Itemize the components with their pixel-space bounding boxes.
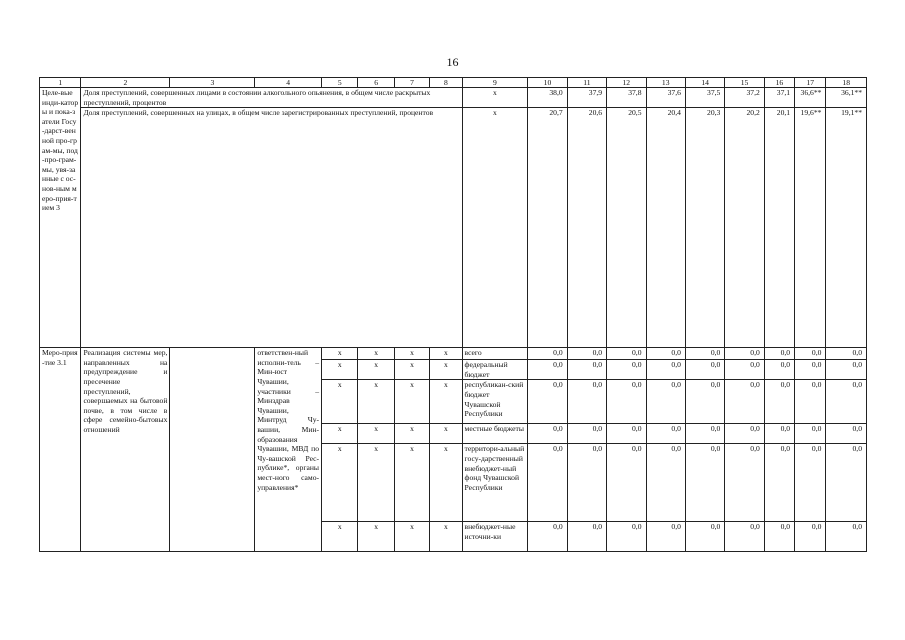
column-number-header: 9 [462, 78, 528, 88]
x-mark: x [430, 348, 462, 360]
funding-value: 0,0 [826, 424, 867, 444]
funding-value: 0,0 [528, 380, 567, 424]
indicator-row [40, 108, 867, 348]
x-mark: x [394, 424, 429, 444]
indicator-value: 37,1 [764, 88, 794, 108]
column-number-header: 11 [567, 78, 606, 88]
funding-value: 0,0 [528, 444, 567, 522]
funding-value: 0,0 [685, 360, 724, 380]
column-number-header: 14 [685, 78, 724, 88]
column-number-header: 3 [170, 78, 255, 88]
program-table [39, 77, 867, 552]
indicator-value: 19,6** [795, 108, 826, 348]
funding-value: 0,0 [795, 360, 826, 380]
funding-value: 0,0 [795, 348, 826, 360]
funding-value: 0,0 [725, 360, 764, 380]
funding-value: 0,0 [607, 360, 646, 380]
funding-value: 0,0 [685, 444, 724, 522]
indicator-value: 20,7 [528, 108, 567, 348]
funding-value: 0,0 [826, 348, 867, 360]
x-mark: x [394, 522, 429, 552]
funding-value: 0,0 [764, 348, 794, 360]
funding-value: 0,0 [826, 380, 867, 424]
x-mark: x [322, 522, 358, 552]
column-number-header: 4 [255, 78, 322, 88]
x-mark: x [322, 424, 358, 444]
funding-value: 0,0 [795, 380, 826, 424]
x-mark: x [394, 444, 429, 522]
indicator-value: 20,5 [607, 108, 646, 348]
funding-value: 0,0 [795, 444, 826, 522]
indicator-value: 20,4 [646, 108, 685, 348]
indicator-value: 37,5 [685, 88, 724, 108]
indicator-value: 20,3 [685, 108, 724, 348]
funding-value: 0,0 [567, 360, 606, 380]
funding-value: 0,0 [528, 522, 567, 552]
indicator-text: Доля преступлений, совершенных на улицах, в общем числе зарегистрированных преступлений, процентов [81, 108, 462, 348]
funding-value: 0,0 [607, 424, 646, 444]
indicators-label: Целе-вые инди-каторы и пока-затели Госу-дарст-венной про-грам-мы, под-про-грам-мы, увя-занные с ос-нов-ным меро-прия-тием 3 [40, 88, 81, 348]
funding-row [40, 348, 867, 360]
column-number-header: 2 [81, 78, 170, 88]
funding-value: 0,0 [795, 424, 826, 444]
indicator-text: Доля преступлений, совершенных лицами в состоянии алкогольного опьянения, в общем числе раскрытых преступлений, процентов [81, 88, 462, 108]
x-mark: x [430, 424, 462, 444]
funding-source: республикан-ский бюджет Чувашской Республики [462, 380, 528, 424]
funding-source: федеральный бюджет [462, 360, 528, 380]
funding-value: 0,0 [795, 522, 826, 552]
funding-value: 0,0 [646, 424, 685, 444]
table-body [40, 78, 867, 552]
indicator-value: 20,2 [725, 108, 764, 348]
indicator-row [40, 88, 867, 108]
x-mark: x [322, 348, 358, 360]
funding-value: 0,0 [764, 424, 794, 444]
funding-value: 0,0 [607, 522, 646, 552]
funding-value: 0,0 [646, 522, 685, 552]
x-mark: x [358, 444, 394, 522]
indicator-value: 37,2 [725, 88, 764, 108]
measure-label: Меро-прия-тие 3.1 [40, 348, 81, 552]
funding-value: 0,0 [607, 444, 646, 522]
funding-value: 0,0 [685, 348, 724, 360]
funding-value: 0,0 [528, 348, 567, 360]
indicator-value: 37,9 [567, 88, 606, 108]
header-row [40, 78, 867, 88]
funding-value: 0,0 [764, 522, 794, 552]
funding-value: 0,0 [685, 424, 724, 444]
funding-value: 0,0 [646, 380, 685, 424]
indicator-value: 37,6 [646, 88, 685, 108]
x-mark: x [322, 380, 358, 424]
funding-value: 0,0 [764, 360, 794, 380]
funding-value: 0,0 [764, 380, 794, 424]
x-mark: x [430, 522, 462, 552]
column-number-header: 5 [322, 78, 358, 88]
column-number-header: 13 [646, 78, 685, 88]
indicator-value: 20,1 [764, 108, 794, 348]
funding-value: 0,0 [607, 348, 646, 360]
funding-value: 0,0 [646, 444, 685, 522]
x-mark: x [358, 360, 394, 380]
funding-value: 0,0 [528, 424, 567, 444]
funding-value: 0,0 [567, 380, 606, 424]
x-mark: x [322, 444, 358, 522]
page-number: 16 [446, 55, 459, 69]
funding-value: 0,0 [567, 424, 606, 444]
funding-value: 0,0 [725, 348, 764, 360]
funding-source: внебюджет-ные источни-ки [462, 522, 528, 552]
column-number-header: 15 [725, 78, 764, 88]
measure-executors: ответствен-ный исполни-тель – Мин-юст Чувашии, участники – Минздрав Чувашии, Минтруд Чу-вашии, Мин-образования Чувашии, МВД по Чу-вашской Рес-публике*, органы мест-ного само-управления* [255, 348, 322, 552]
indicator-col9: x [462, 88, 528, 108]
column-number-header: 18 [826, 78, 867, 88]
measure-name: Реализация системы мер, направленных на предупреждение и пресечение преступлений, совершаемых на бытовой почве, в том числе в сфере семейно-бытовых отношений [81, 348, 170, 552]
funding-value: 0,0 [607, 380, 646, 424]
funding-value: 0,0 [725, 522, 764, 552]
funding-source: территори-альный госу-дарственный внебюджет-ный фонд Чувашской Республики [462, 444, 528, 522]
indicator-value: 36,1** [826, 88, 867, 108]
funding-value: 0,0 [826, 522, 867, 552]
column-number-header: 7 [394, 78, 429, 88]
funding-value: 0,0 [826, 360, 867, 380]
x-mark: x [430, 360, 462, 380]
funding-value: 0,0 [646, 348, 685, 360]
column-number-header: 17 [795, 78, 826, 88]
x-mark: x [394, 360, 429, 380]
funding-value: 0,0 [764, 444, 794, 522]
x-mark: x [358, 522, 394, 552]
indicator-value: 20,6 [567, 108, 606, 348]
funding-value: 0,0 [725, 444, 764, 522]
column-number-header: 16 [764, 78, 794, 88]
funding-value: 0,0 [685, 380, 724, 424]
column-number-header: 10 [528, 78, 567, 88]
indicator-value: 38,0 [528, 88, 567, 108]
column-number-header: 6 [358, 78, 394, 88]
x-mark: x [394, 348, 429, 360]
x-mark: x [358, 348, 394, 360]
column-number-header: 12 [607, 78, 646, 88]
x-mark: x [430, 380, 462, 424]
x-mark: x [394, 380, 429, 424]
empty-cell [170, 348, 255, 552]
x-mark: x [358, 380, 394, 424]
funding-value: 0,0 [725, 380, 764, 424]
funding-value: 0,0 [567, 444, 606, 522]
funding-value: 0,0 [567, 522, 606, 552]
funding-source: местные бюджеты [462, 424, 528, 444]
funding-source: всего [462, 348, 528, 360]
funding-value: 0,0 [646, 360, 685, 380]
funding-value: 0,0 [725, 424, 764, 444]
funding-value: 0,0 [826, 444, 867, 522]
funding-value: 0,0 [567, 348, 606, 360]
column-number-header: 1 [40, 78, 81, 88]
x-mark: x [430, 444, 462, 522]
indicator-value: 19,1** [826, 108, 867, 348]
x-mark: x [322, 360, 358, 380]
x-mark: x [358, 424, 394, 444]
funding-value: 0,0 [685, 522, 724, 552]
funding-value: 0,0 [528, 360, 567, 380]
indicator-col9: x [462, 108, 528, 348]
indicator-value: 37,8 [607, 88, 646, 108]
indicator-value: 36,6** [795, 88, 826, 108]
column-number-header: 8 [430, 78, 462, 88]
